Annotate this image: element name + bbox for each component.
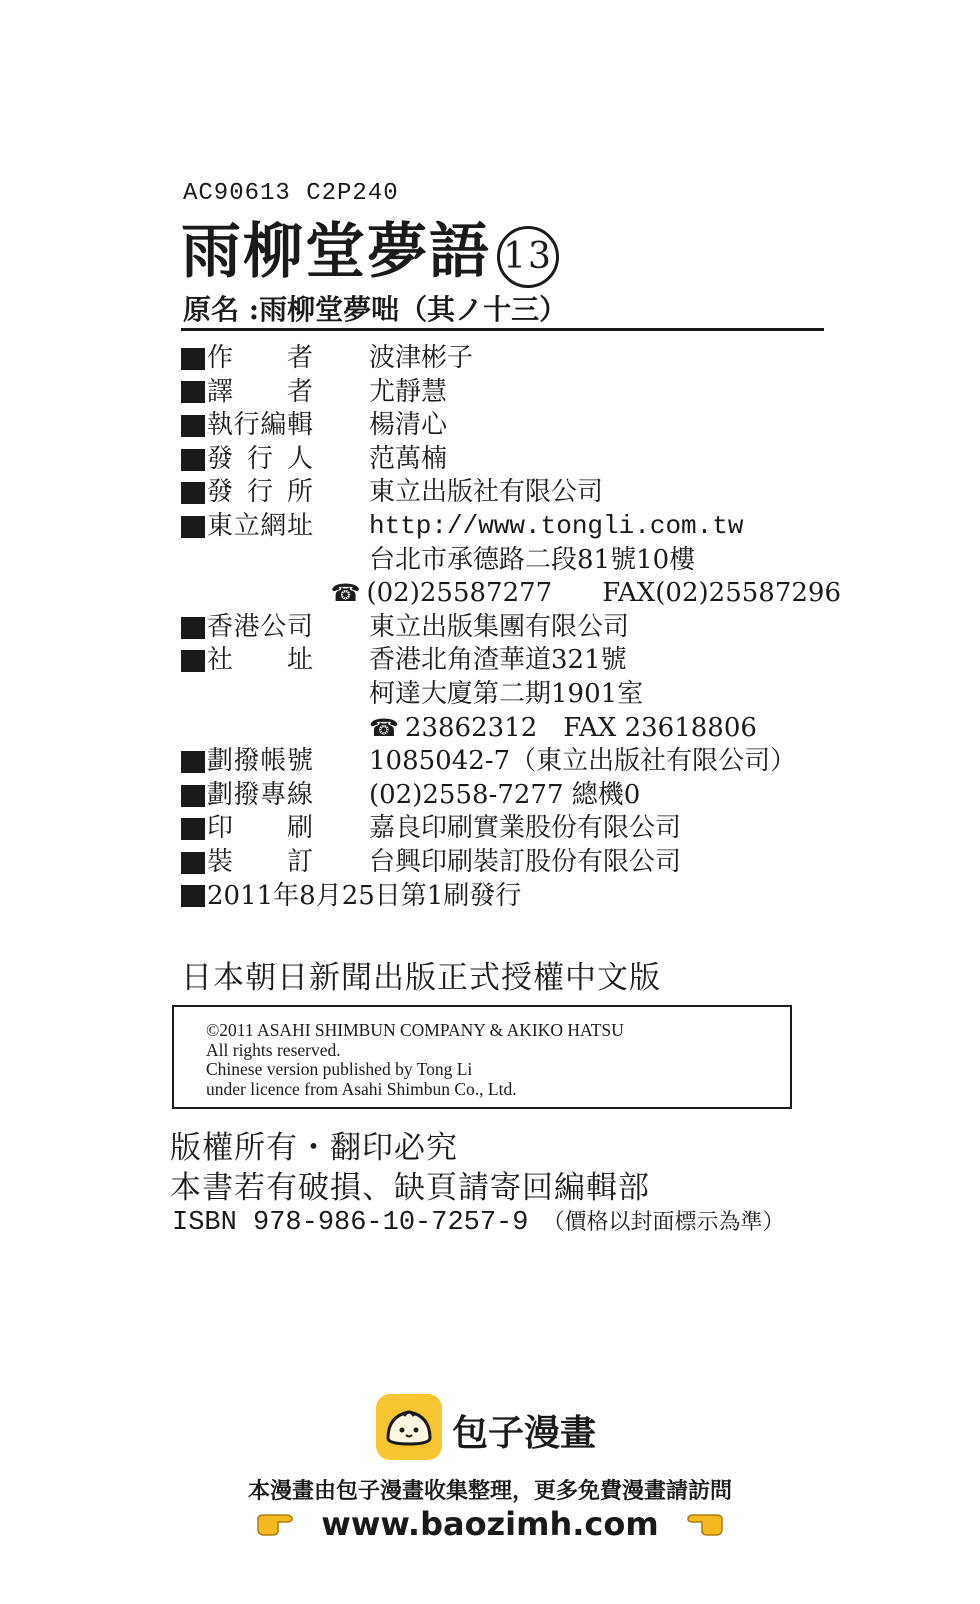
credit-label: 社 址 [207, 645, 313, 676]
credit-label: 劃撥專線 [207, 779, 313, 810]
credit-value: 東立出版集團有限公司 [369, 611, 630, 642]
credit-label: 裝 訂 [207, 846, 313, 877]
credit-row [181, 678, 841, 712]
bullet-square [181, 381, 205, 403]
credit-row [181, 409, 841, 443]
license-statement: 日本朝日新聞出版正式授權中文版 [181, 960, 661, 996]
credit-row [181, 712, 841, 746]
brand-name: 包子漫畫 [452, 1413, 597, 1454]
price-note: （價格以封面標示為準） [542, 1210, 785, 1235]
bullet-square [181, 852, 205, 874]
credit-row [181, 779, 841, 813]
credit-label: 譯 者 [207, 376, 313, 407]
credit-value: 尤靜慧 [369, 376, 448, 407]
bullet-square [181, 482, 205, 504]
credit-row [181, 544, 841, 578]
pointing-left-hand-icon [684, 1507, 724, 1545]
credit-value: 香港北角渣華道321號 [369, 645, 627, 676]
credit-row [181, 644, 841, 678]
copyright-line: under licence from Asahi Shimbun Co., Ltd. [206, 1078, 517, 1099]
telephone-icon: ☎ [330, 579, 361, 608]
telephone-icon: ☎ [369, 713, 399, 742]
copyright-line: ©2011 ASAHI SHIMBUN COMPANY & AKIKO HATSU [206, 1020, 624, 1040]
credit-value: 嘉良印刷實業股份有限公司 [369, 813, 682, 844]
bullet-square [181, 751, 205, 773]
credit-row [181, 880, 841, 914]
tw-address: 台北市承德路二段81號10樓 [369, 544, 696, 575]
credit-value: 1085042-7（東立出版社有限公司） [369, 746, 797, 777]
bullet-square [181, 617, 205, 639]
pointing-right-hand-icon [256, 1507, 296, 1545]
hk-fax: FAX 23618806 [563, 712, 757, 743]
credit-label: 執行編輯 [207, 410, 313, 441]
credits-block [181, 342, 841, 913]
website-link[interactable]: http://www.tongli.com.tw [369, 510, 744, 541]
isbn-number: ISBN 978-986-10-7257-9 [172, 1208, 529, 1238]
bullet-square [181, 348, 205, 370]
bullet-square [181, 818, 205, 840]
bullet-square [181, 415, 205, 437]
bullet-square [181, 516, 205, 538]
credit-value: 楊清心 [369, 410, 448, 441]
credit-row [181, 812, 841, 846]
credit-row [181, 846, 841, 880]
site-notice: 本漫畫由包子漫畫收集整理，更多免費漫畫請訪問 [247, 1479, 732, 1504]
credit-value: 范萬楠 [369, 443, 448, 474]
site-url-link[interactable]: www.baozimh.com [321, 1505, 659, 1543]
credit-label: 發行人 [207, 443, 313, 474]
book-title [181, 216, 559, 288]
title-text: 雨柳堂夢語 [181, 217, 491, 287]
copyright-box [172, 1005, 792, 1109]
catalog-code: AC90613 C2P240 [183, 180, 399, 207]
credit-label: 香港公司 [207, 611, 313, 642]
tw-phone: (02)25587277 [366, 578, 553, 609]
tw-fax: FAX(02)25587296 [602, 578, 841, 609]
credit-row [181, 745, 841, 779]
bullet-square [181, 785, 205, 807]
hk-address: 柯達大廈第二期1901室 [369, 678, 644, 709]
bullet-square [181, 449, 205, 471]
credit-label: 作 者 [207, 343, 313, 373]
credit-value: 台興印刷裝訂股份有限公司 [369, 846, 682, 877]
credit-row [181, 443, 841, 477]
copyright-line: All rights reserved. [206, 1039, 341, 1060]
copyright-line: Chinese version published by Tong Li [206, 1059, 473, 1079]
credit-row [181, 510, 841, 544]
credit-row [181, 611, 841, 645]
divider [181, 328, 824, 331]
credit-row [181, 577, 841, 611]
first-print-date: 2011年8月25日第1刷發行 [207, 880, 522, 911]
bullet-square [181, 885, 205, 907]
rights-line: 版權所有・翻印必究 [170, 1130, 458, 1166]
credit-label: 印 刷 [207, 813, 313, 844]
volume-badge: 13 [497, 226, 559, 288]
isbn-line [172, 1205, 784, 1238]
return-notice: 本書若有破損、缺頁請寄回編輯部 [170, 1170, 650, 1206]
original-title: 原名 :雨柳堂夢咄（其ノ十三） [183, 293, 568, 326]
hk-phone: 23862312 [404, 712, 538, 743]
credit-value: (02)2558-7277 總機0 [369, 779, 641, 810]
rights-block [170, 1128, 650, 1208]
credit-row [181, 342, 841, 376]
credit-row [181, 376, 841, 410]
credit-label: 劃撥帳號 [207, 746, 313, 777]
credit-value: 波津彬子 [369, 343, 474, 373]
bullet-square [181, 650, 205, 672]
credit-value: 東立出版社有限公司 [369, 477, 604, 508]
bun-logo-icon[interactable] [376, 1394, 442, 1460]
site-url-row [0, 1505, 980, 1545]
credit-label: 發行所 [207, 477, 313, 508]
credit-label: 東立網址 [207, 510, 313, 541]
credit-row [181, 476, 841, 510]
